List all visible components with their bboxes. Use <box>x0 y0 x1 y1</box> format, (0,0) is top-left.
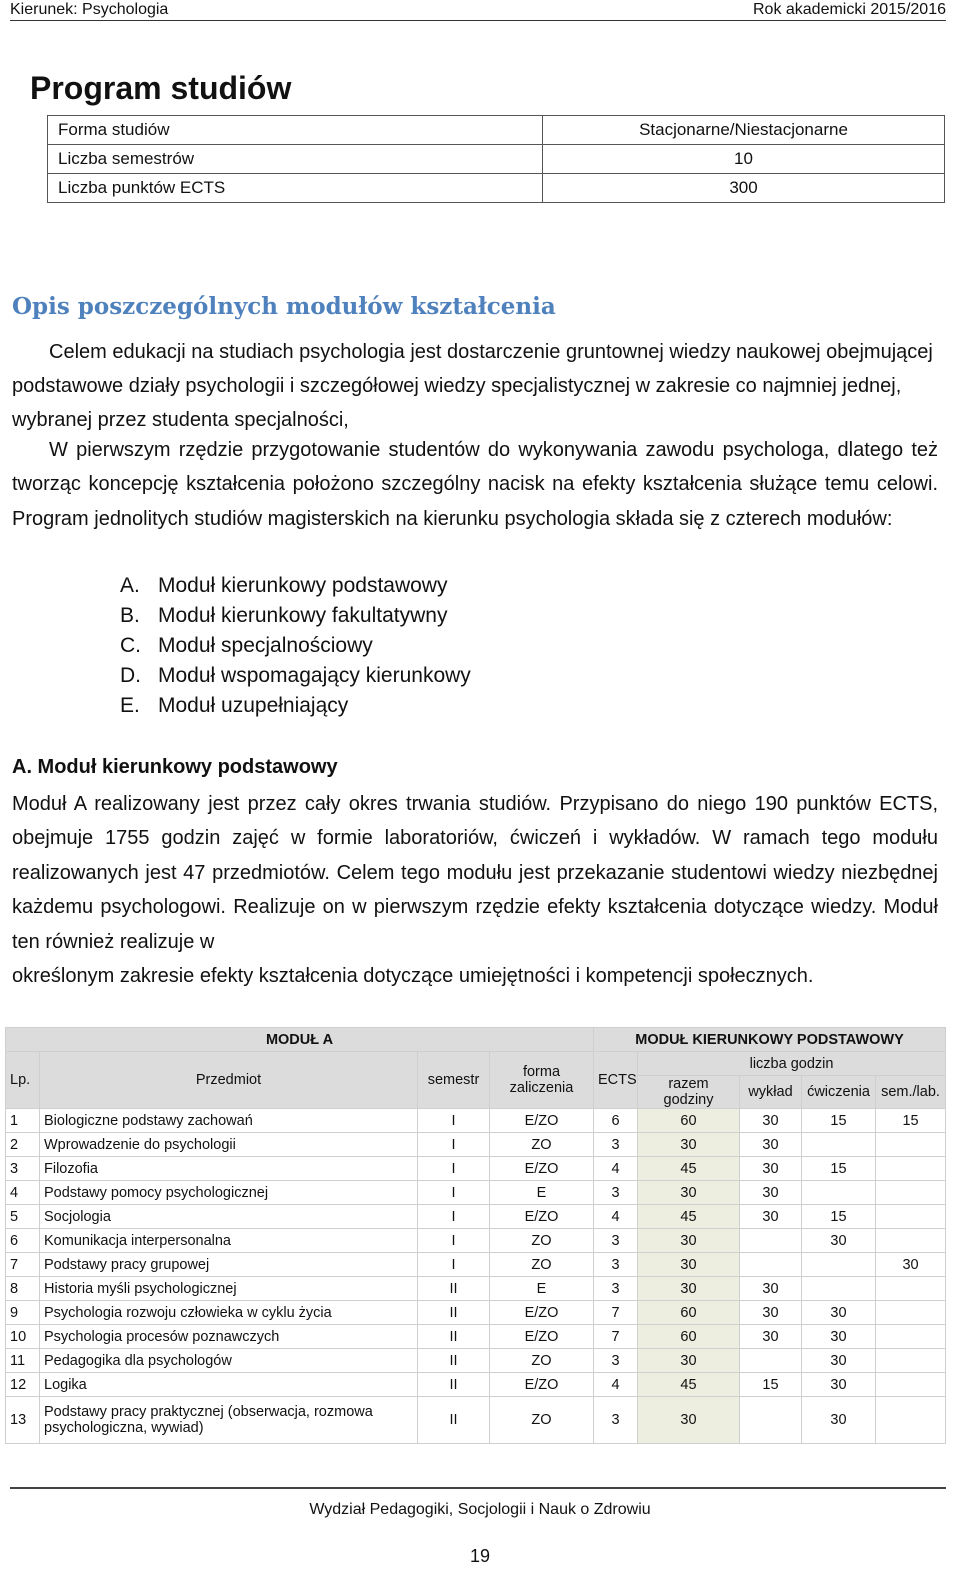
cell-seminar: 30 <box>876 1253 946 1277</box>
cell-subject: Podstawy pomocy psychologicznej <box>40 1181 418 1205</box>
cell-seminar <box>876 1301 946 1325</box>
cell-form: ZO <box>490 1229 594 1253</box>
section-heading: Opis poszczególnych modułów kształcenia <box>12 293 556 320</box>
cell-seminar <box>876 1349 946 1373</box>
second-paragraph <box>12 433 938 536</box>
table-row <box>6 1253 946 1277</box>
cell-subject: Logika <box>40 1373 418 1397</box>
table-header-row <box>6 1052 946 1076</box>
module-name: Moduł kierunkowy podstawowy <box>158 574 448 597</box>
cell-exercises: 15 <box>802 1205 876 1229</box>
page-title: Program studiów <box>30 70 292 106</box>
table-row <box>6 1277 946 1301</box>
cell-semester: I <box>418 1109 490 1133</box>
table-row <box>6 1373 946 1397</box>
cell-subject: Podstawy pracy grupowej <box>40 1253 418 1277</box>
cell-seminar <box>876 1325 946 1349</box>
table-row <box>6 1205 946 1229</box>
cell-lp: 1 <box>6 1109 40 1133</box>
table-row <box>6 1181 946 1205</box>
cell-semester: II <box>418 1397 490 1444</box>
cell-total: 60 <box>638 1109 740 1133</box>
cell-semester: II <box>418 1277 490 1301</box>
cell-lecture: 30 <box>740 1277 802 1301</box>
module-letter: A. <box>120 574 140 597</box>
cell-lecture: 30 <box>740 1109 802 1133</box>
info-row <box>48 174 945 203</box>
table-row <box>6 1397 946 1444</box>
cell-form: ZO <box>490 1253 594 1277</box>
page-header <box>0 0 960 22</box>
cell-semester: I <box>418 1253 490 1277</box>
cell-form: E <box>490 1181 594 1205</box>
col-ects: ECTS <box>594 1052 638 1109</box>
cell-total: 60 <box>638 1325 740 1349</box>
module-list-item <box>120 571 471 601</box>
cell-total: 30 <box>638 1397 740 1444</box>
cell-lp: 3 <box>6 1157 40 1181</box>
cell-ects: 7 <box>594 1301 638 1325</box>
cell-exercises: 30 <box>802 1397 876 1444</box>
cell-ects: 3 <box>594 1253 638 1277</box>
cell-total: 45 <box>638 1157 740 1181</box>
cell-total: 45 <box>638 1205 740 1229</box>
cell-lecture: 30 <box>740 1301 802 1325</box>
module-letter: C. <box>120 634 141 657</box>
cell-lp: 13 <box>6 1397 40 1444</box>
cell-ects: 3 <box>594 1397 638 1444</box>
cell-lp: 4 <box>6 1181 40 1205</box>
footer-divider <box>10 1487 946 1489</box>
cell-seminar <box>876 1397 946 1444</box>
cell-lp: 10 <box>6 1325 40 1349</box>
cell-lp: 12 <box>6 1373 40 1397</box>
page-number: 19 <box>469 1546 491 1566</box>
col-form-line2: zaliczenia <box>509 1080 574 1096</box>
cell-lecture: 15 <box>740 1373 802 1397</box>
module-list-item <box>120 601 471 631</box>
cell-exercises <box>802 1277 876 1301</box>
table-title-right: MODUŁ KIERUNKOWY PODSTAWOWY <box>594 1028 946 1052</box>
cell-lecture <box>740 1229 802 1253</box>
cell-exercises <box>802 1181 876 1205</box>
cell-ects: 4 <box>594 1373 638 1397</box>
cell-form: ZO <box>490 1349 594 1373</box>
table-row <box>6 1301 946 1325</box>
module-a-table <box>5 1027 946 1444</box>
cell-lecture <box>740 1349 802 1373</box>
module-letter: D. <box>120 664 141 687</box>
cell-lecture <box>740 1253 802 1277</box>
cell-subject: Filozofia <box>40 1157 418 1181</box>
cell-semester: II <box>418 1301 490 1325</box>
table-row <box>6 1325 946 1349</box>
cell-subject: Komunikacja interpersonalna <box>40 1229 418 1253</box>
cell-lp: 2 <box>6 1133 40 1157</box>
cell-exercises <box>802 1253 876 1277</box>
cell-ects: 4 <box>594 1157 638 1181</box>
info-value: Stacjonarne/Niestacjonarne <box>543 116 945 145</box>
module-name: Moduł uzupełniający <box>158 694 349 717</box>
header-field-of-study: Kierunek: Psychologia <box>10 1 169 18</box>
cell-semester: II <box>418 1349 490 1373</box>
intro-first-word: Celem <box>49 341 107 363</box>
cell-total: 30 <box>638 1181 740 1205</box>
table-row <box>6 1229 946 1253</box>
table-title-left: MODUŁ A <box>6 1028 594 1052</box>
footer-faculty: Wydział Pedagogiki, Socjologii i Nauk o Zdrowiu <box>309 1501 651 1518</box>
info-label: Forma studiów <box>48 116 543 145</box>
col-subject: Przedmiot <box>40 1052 418 1109</box>
col-form-line1: forma <box>522 1064 561 1080</box>
cell-seminar <box>876 1133 946 1157</box>
cell-seminar <box>876 1205 946 1229</box>
cell-ects: 3 <box>594 1181 638 1205</box>
cell-subject: Historia myśli psychologicznej <box>40 1277 418 1301</box>
module-a-paragraph <box>12 787 938 993</box>
cell-seminar <box>876 1157 946 1181</box>
col-semester: semestr <box>418 1052 490 1109</box>
cell-lp: 8 <box>6 1277 40 1301</box>
module-name: Moduł wspomagający kierunkowy <box>158 664 471 687</box>
cell-ects: 4 <box>594 1205 638 1229</box>
module-name: Moduł specjalnościowy <box>158 634 373 657</box>
cell-subject: Socjologia <box>40 1205 418 1229</box>
col-total-line1: razem <box>668 1076 709 1092</box>
module-name: Moduł kierunkowy fakultatywny <box>158 604 448 627</box>
cell-form: E <box>490 1277 594 1301</box>
cell-lp: 6 <box>6 1229 40 1253</box>
cell-ects: 6 <box>594 1109 638 1133</box>
table-row <box>6 1157 946 1181</box>
info-label: Liczba punktów ECTS <box>48 174 543 203</box>
module-letter: B. <box>120 604 140 627</box>
module-a-body: Moduł A realizowany jest przez cały okres trwania studiów. Przypisano do niego 190 punktów ECTS, obejmuje 1755 godzin zajęć w formie laboratoriów, ćwiczeń i wykładów. W ramach tego modułu realizowanych jest 47 przedmiotów. Celem tego modułu jest przekazanie studentowi wiedzy niezbędnej każdemu psychologowi. Realizuje on w pierwszym rzędzie efekty kształcenia dotyczące wiedzy. Moduł ten również realizuje w <box>12 793 938 953</box>
cell-total: 60 <box>638 1301 740 1325</box>
cell-subject: Psychologia rozwoju człowieka w cyklu życia <box>40 1301 418 1325</box>
header-divider <box>10 20 946 21</box>
module-list-item <box>120 661 471 691</box>
cell-semester: I <box>418 1157 490 1181</box>
info-label: Liczba semestrów <box>48 145 543 174</box>
cell-seminar: 15 <box>876 1109 946 1133</box>
cell-total: 30 <box>638 1277 740 1301</box>
col-hours-group: liczba godzin <box>638 1052 946 1076</box>
modules-list <box>120 571 471 721</box>
cell-seminar <box>876 1181 946 1205</box>
cell-ects: 3 <box>594 1277 638 1301</box>
info-row <box>48 116 945 145</box>
cell-lp: 7 <box>6 1253 40 1277</box>
module-a-heading: A. Moduł kierunkowy podstawowy <box>12 756 338 778</box>
cell-semester: II <box>418 1373 490 1397</box>
cell-form: E/ZO <box>490 1301 594 1325</box>
table-row <box>6 1133 946 1157</box>
module-list-item <box>120 691 471 721</box>
cell-lecture: 30 <box>740 1133 802 1157</box>
cell-lp: 11 <box>6 1349 40 1373</box>
cell-lecture: 30 <box>740 1325 802 1349</box>
cell-semester: II <box>418 1325 490 1349</box>
module-a-last-line: określonym zakresie efekty kształcenia dotyczące umiejętności i kompetencji społecznych. <box>12 965 814 988</box>
header-academic-year: Rok akademicki 2015/2016 <box>752 1 946 18</box>
cell-ects: 3 <box>594 1349 638 1373</box>
col-lecture: wykład <box>740 1076 802 1109</box>
second-rest: pierwszym rzędzie przygotowanie studentów do wykonywania zawodu psychologa, dlatego też tworząc koncepcję kształcenia położono szczególny nacisk na efekty kształcenia służące temu celowi. Program jednolitych studiów magisterskich na kierunku psychologia składa się z czterech modułów: <box>12 439 939 530</box>
cell-subject: Podstawy pracy praktycznej (obserwacja, rozmowa psychologiczna, wywiad) <box>40 1397 418 1444</box>
cell-total: 30 <box>638 1349 740 1373</box>
col-form <box>490 1052 594 1109</box>
module-list-item <box>120 631 471 661</box>
cell-total: 30 <box>638 1253 740 1277</box>
cell-seminar <box>876 1277 946 1301</box>
intro-rest: edukacji na studiach psychologia jest dostarczenie gruntownej wiedzy naukowej obejmującej podstawowe działy psychologii i szczegółowej wiedzy specjalistycznej w zakresie co najmniej jednej, wybranej przez studenta specjalności, <box>12 341 933 431</box>
study-info-table <box>47 115 945 203</box>
cell-subject: Psychologia procesów poznawczych <box>40 1325 418 1349</box>
col-lp: Lp. <box>6 1052 40 1109</box>
cell-semester: I <box>418 1181 490 1205</box>
cell-form: ZO <box>490 1133 594 1157</box>
cell-exercises: 30 <box>802 1373 876 1397</box>
cell-total: 30 <box>638 1133 740 1157</box>
cell-exercises: 30 <box>802 1349 876 1373</box>
cell-semester: I <box>418 1229 490 1253</box>
col-seminar: sem./lab. <box>876 1076 946 1109</box>
info-value: 300 <box>543 174 945 203</box>
cell-subject: Biologiczne podstawy zachowań <box>40 1109 418 1133</box>
cell-exercises: 15 <box>802 1109 876 1133</box>
info-row <box>48 145 945 174</box>
info-value: 10 <box>543 145 945 174</box>
cell-ects: 3 <box>594 1229 638 1253</box>
col-total <box>638 1076 740 1109</box>
cell-exercises: 15 <box>802 1157 876 1181</box>
cell-subject: Pedagogika dla psychologów <box>40 1349 418 1373</box>
cell-exercises: 30 <box>802 1301 876 1325</box>
cell-lecture <box>740 1397 802 1444</box>
cell-form: ZO <box>490 1397 594 1444</box>
module-letter: E. <box>120 694 140 717</box>
cell-form: E/ZO <box>490 1325 594 1349</box>
cell-lecture: 30 <box>740 1205 802 1229</box>
table-row <box>6 1109 946 1133</box>
cell-semester: I <box>418 1133 490 1157</box>
cell-lecture: 30 <box>740 1157 802 1181</box>
cell-lp: 5 <box>6 1205 40 1229</box>
cell-form: E/ZO <box>490 1205 594 1229</box>
second-first-word: W <box>49 439 68 461</box>
cell-ects: 7 <box>594 1325 638 1349</box>
intro-paragraph <box>12 335 938 437</box>
cell-ects: 3 <box>594 1133 638 1157</box>
cell-lecture: 30 <box>740 1181 802 1205</box>
col-exercises: ćwiczenia <box>802 1076 876 1109</box>
cell-lp: 9 <box>6 1301 40 1325</box>
table-title-row <box>6 1028 946 1052</box>
cell-exercises <box>802 1133 876 1157</box>
cell-subject: Wprowadzenie do psychologii <box>40 1133 418 1157</box>
cell-seminar <box>876 1373 946 1397</box>
table-row <box>6 1349 946 1373</box>
cell-seminar <box>876 1229 946 1253</box>
col-total-line2: godziny <box>663 1092 714 1108</box>
cell-exercises: 30 <box>802 1229 876 1253</box>
cell-total: 30 <box>638 1229 740 1253</box>
cell-form: E/ZO <box>490 1373 594 1397</box>
cell-exercises: 30 <box>802 1325 876 1349</box>
cell-form: E/ZO <box>490 1109 594 1133</box>
cell-form: E/ZO <box>490 1157 594 1181</box>
cell-semester: I <box>418 1205 490 1229</box>
cell-total: 45 <box>638 1373 740 1397</box>
